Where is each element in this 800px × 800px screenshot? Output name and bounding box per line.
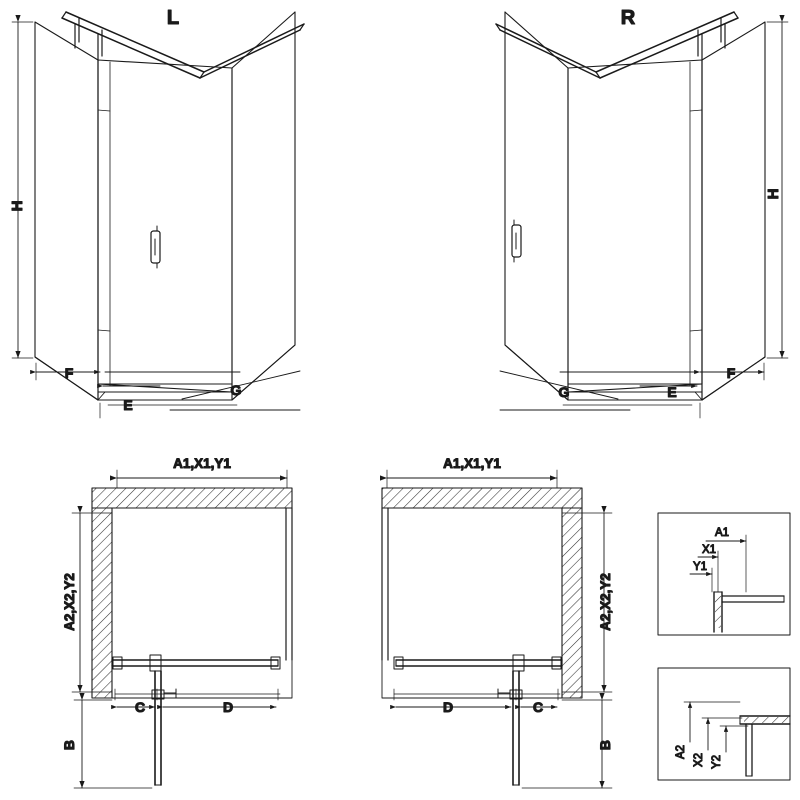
detail-label-Y2: Y2 xyxy=(711,754,723,770)
detail-label-A2: A2 xyxy=(675,744,687,760)
dim-label-A2-right: A2,X2,Y2 xyxy=(598,573,613,631)
dim-label-H-left: H xyxy=(9,200,26,212)
iso-view-right xyxy=(496,12,788,418)
detail-label-X2: X2 xyxy=(693,752,705,768)
label-view-L: L xyxy=(166,7,180,29)
dim-label-F-left: F xyxy=(64,365,74,381)
detail-label-A1: A1 xyxy=(714,527,730,539)
dim-label-A1-left: A1,X1,Y1 xyxy=(173,456,231,471)
dim-label-C-right: C xyxy=(532,699,544,715)
dim-label-A2-left: A2,X2,Y2 xyxy=(62,573,77,631)
detail-label-Y1: Y1 xyxy=(692,561,708,573)
dimension-H-left xyxy=(12,22,33,358)
dim-label-E-right: E xyxy=(667,384,677,400)
detail-view-bottom xyxy=(658,668,790,780)
dim-label-D-right: D xyxy=(442,699,454,715)
dim-label-A1-right: A1,X1,Y1 xyxy=(443,456,501,471)
dim-label-G-right: G xyxy=(558,384,570,400)
plan-view-left xyxy=(72,470,292,788)
dimension-A1-left xyxy=(117,470,287,488)
dim-label-B-right: B xyxy=(597,739,613,751)
dim-label-B-left: B xyxy=(61,739,77,751)
dim-label-H-right: H xyxy=(765,188,782,200)
dim-label-C-left: C xyxy=(134,699,146,715)
dim-label-G-left: G xyxy=(230,382,242,398)
plan-view-right xyxy=(382,470,612,788)
dim-label-F-right: F xyxy=(726,365,736,381)
dim-label-E-left: E xyxy=(123,397,133,413)
dim-label-D-left: D xyxy=(222,699,234,715)
label-view-R: R xyxy=(620,7,636,29)
iso-view-left xyxy=(12,12,304,418)
detail-label-X1: X1 xyxy=(701,544,717,556)
dimension-A1-right xyxy=(387,470,557,488)
door-handle-right xyxy=(512,220,521,262)
